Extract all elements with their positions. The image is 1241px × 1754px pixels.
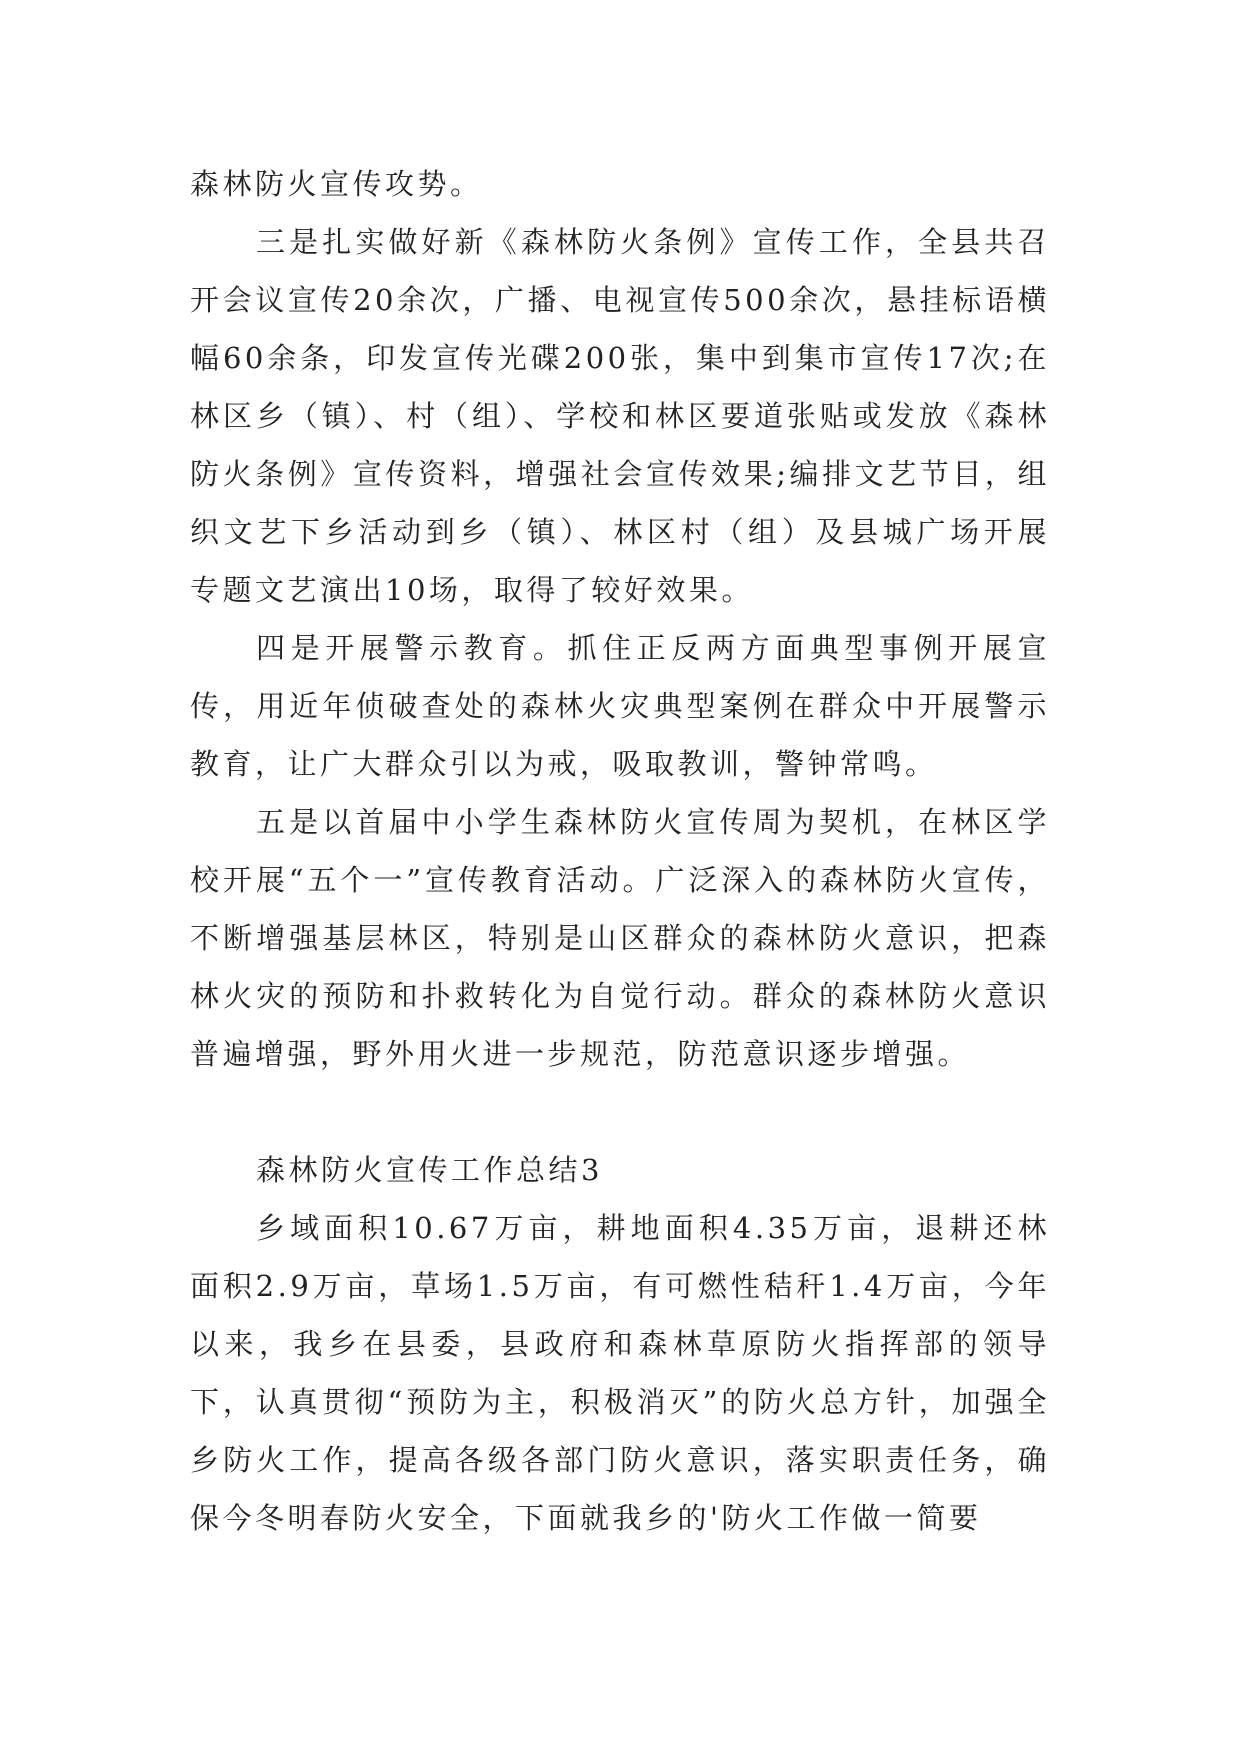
paragraph-point-five: 五是以首届中小学生森林防火宣传周为契机，在林区学校开展“五个一”宣传教育活动。广泛深入的森林防火宣传，不断增强基层林区，特别是山区群众的森林防火意识，把森林火灾的预防和扑救转化为自觉行动。群众的森林防火意识普遍增强，野外用火进一步规范，防范意识逐步增强。 [190, 805, 1050, 1071]
document-body [190, 155, 1050, 1547]
paragraph-continuation: 森林防火宣传攻势。 [190, 167, 483, 201]
paragraph-point-four: 四是开展警示教育。抓住正反两方面典型事例开展宣传，用近年侦破查处的森林火灾典型案例在群众中开展警示教育，让广大群众引以为戒，吸取教训，警钟常鸣。 [190, 631, 1050, 781]
section-title: 森林防火宣传工作总结3 [256, 1153, 603, 1187]
paragraph-point-three: 三是扎实做好新《森林防火条例》宣传工作，全县共召开会议宣传20余次，广播、电视宣传500余次，悬挂标语横幅60余条，印发宣传光碟200张，集中到集市宣传17次;在林区乡（镇）、村（组）、学校和林区要道张贴或发放《森林防火条例》宣传资料，增强社会宣传效果;编排文艺节目，组织文艺下乡活动到乡（镇）、林区村（组）及县城广场开展专题文艺演出10场，取得了较好效果。 [190, 225, 1050, 607]
paragraph-section-intro: 乡域面积10.67万亩，耕地面积4.35万亩，退耕还林面积2.9万亩，草场1.5万亩，有可燃性秸秆1.4万亩，今年以来，我乡在县委，县政府和森林草原防火指挥部的领导下，认真贯彻“预防为主，积极消灭”的防火总方针，加强全乡防火工作，提高各级各部门防火意识，落实职责任务，确保今冬明春防火安全，下面就我乡的'防火工作做一简要 [190, 1211, 1050, 1535]
